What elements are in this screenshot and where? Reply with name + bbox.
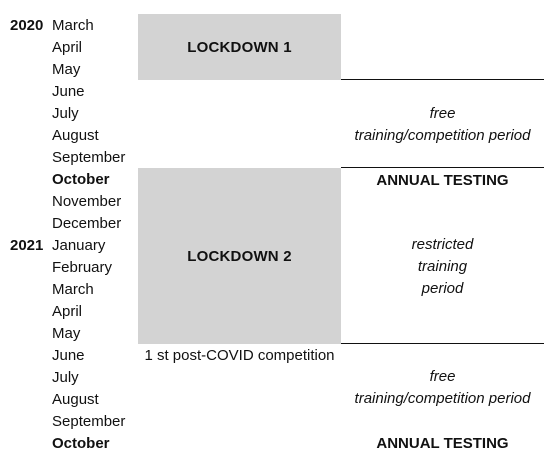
lockdown-1-block [138,14,341,80]
month-label: March [52,281,94,298]
year-label-2020: 2020 [10,17,44,34]
month-label: September [52,413,126,430]
month-label: July [52,369,79,386]
month-label: May [52,325,81,342]
divider-line [341,167,544,168]
divider-line [341,79,544,80]
period-3-line-2: training/competition period [354,390,531,407]
year-label-2021: 2021 [10,237,44,254]
lockdown-2-block [138,168,341,344]
period-2-line-3: period [421,280,464,297]
divider-line [341,343,544,344]
month-label: May [52,61,81,78]
month-label: April [52,303,83,320]
period-2-line-2: training [417,258,468,275]
month-label: April [52,39,83,56]
month-label: October [52,435,110,452]
period-1-line-1: free [429,105,456,122]
period-2-line-1: restricted [411,236,474,253]
annual-testing-1: ANNUAL TESTING [376,172,509,189]
period-3-line-1: free [429,368,456,385]
month-label: September [52,149,126,166]
month-label: June [52,83,85,100]
lockdown-2-label: LOCKDOWN 2 [187,247,292,265]
month-label: December [52,215,122,232]
competition-note: 1 st post-COVID competition [144,347,335,364]
month-label: November [52,193,122,210]
period-1-line-2: training/competition period [354,127,531,144]
lockdown-1-label: LOCKDOWN 1 [187,38,292,56]
month-label: June [52,347,85,364]
month-label: October [52,171,110,188]
month-label: February [52,259,113,276]
month-label: August [52,127,99,144]
annual-testing-2: ANNUAL TESTING [376,435,509,452]
month-label: January [52,237,106,254]
month-label: March [52,17,94,34]
month-label: July [52,105,79,122]
month-label: August [52,391,99,408]
